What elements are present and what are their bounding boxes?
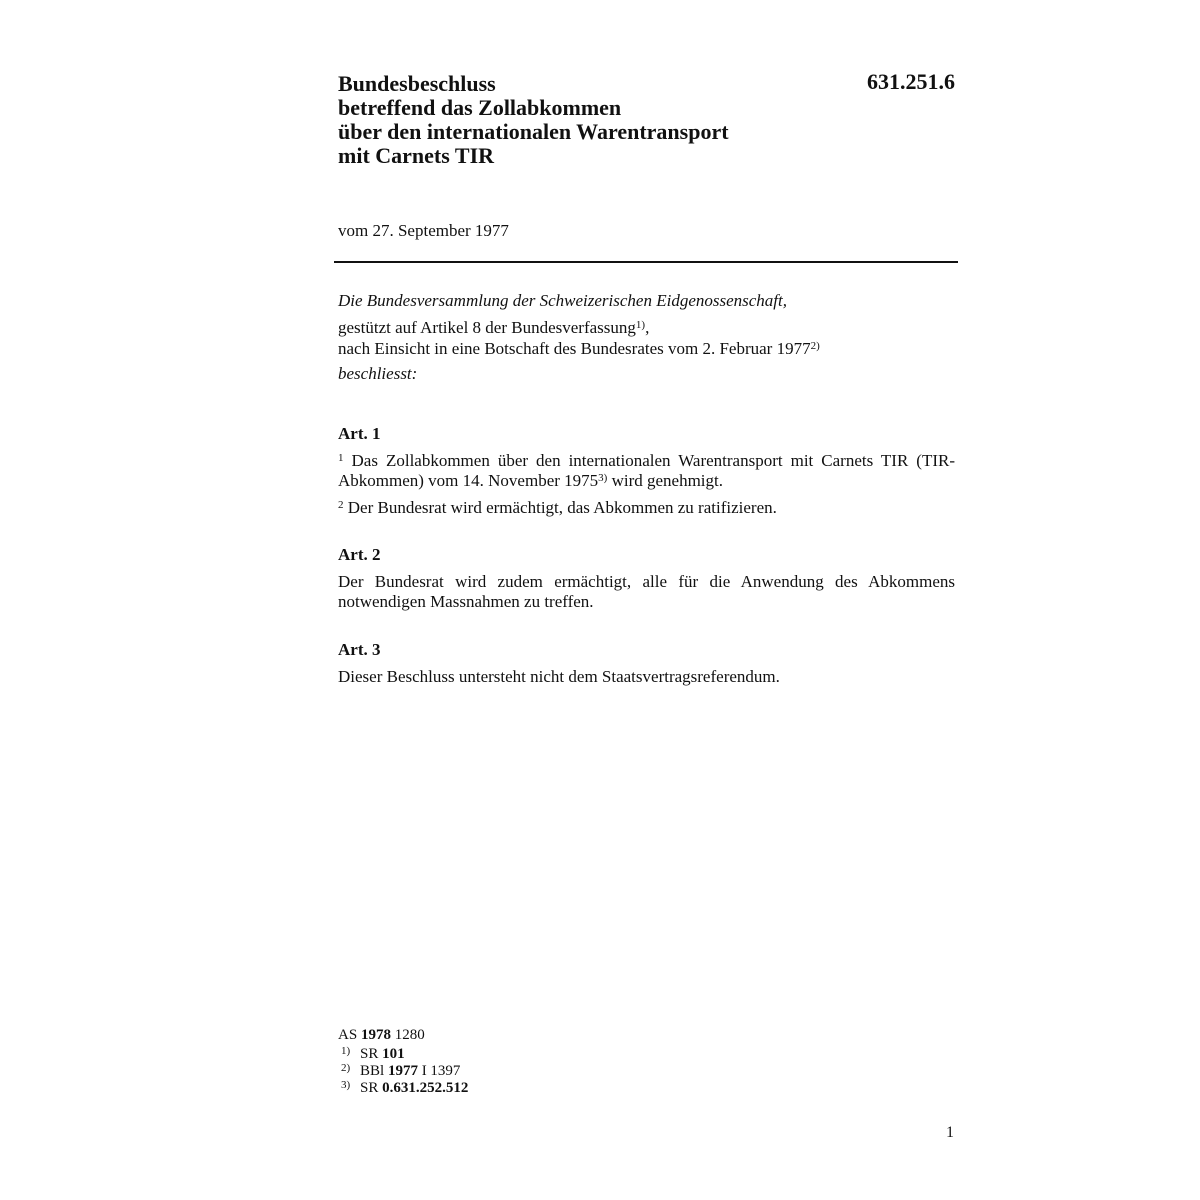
footnote-3-bold: 0.631.252.512	[382, 1080, 469, 1096]
article-1-paragraph-1	[338, 451, 955, 491]
preamble	[338, 290, 958, 384]
preamble-line-2-text: nach Einsicht in eine Botschaft des Bundesrates vom 2. Februar 1977	[338, 339, 811, 358]
as-prefix: AS	[338, 1027, 358, 1043]
footnote-1-bold: 101	[382, 1046, 405, 1062]
article-1-paragraph-1-text: Das Zollabkommen über den internationalen Warentransport mit Carnets TIR (TIR-Abkommen) vom 14. November 1975	[338, 451, 956, 490]
footnote-ref-2: 2)	[810, 340, 820, 352]
title-line-4: mit Carnets TIR	[338, 143, 495, 168]
footnote-ref-3: 3)	[598, 472, 608, 484]
title-line-2: betreffend das Zollabkommen	[338, 95, 622, 120]
article-1-paragraph-1-tail: wird genehmigt.	[607, 471, 723, 490]
article-3-heading: Art. 3	[338, 640, 381, 659]
footnote-3-prefix: SR	[360, 1080, 379, 1096]
preamble-line-1	[338, 317, 958, 338]
article-3-text: Dieser Beschluss untersteht nicht dem Staatsvertragsreferendum.	[338, 667, 780, 686]
article-1	[338, 424, 955, 525]
footnotes	[338, 1027, 468, 1097]
preamble-closing: beschliesst:	[338, 364, 418, 383]
footnote-1: 1) SR 101	[341, 1045, 405, 1062]
article-2-text: Der Bundesrat wird zudem ermächtigt, alle für die Anwendung des Abkommens notwendigen Massnahmen zu treffen.	[338, 572, 955, 611]
footnote-2-prefix: BBl	[360, 1063, 385, 1079]
paragraph-number-2: 2	[338, 499, 344, 511]
article-2-heading: Art. 2	[338, 545, 381, 564]
as-year: 1978	[360, 1027, 391, 1043]
footnote-2-bold: 1977	[387, 1063, 418, 1079]
document-title	[338, 69, 958, 168]
footnote-ref-1: 1)	[635, 319, 646, 331]
article-1-heading: Art. 1	[338, 424, 381, 443]
preamble-line-1-tail: ,	[645, 318, 650, 337]
footnote-2: 2) BBl 1977 I 1397	[341, 1062, 461, 1079]
official-collection-reference	[338, 1027, 468, 1044]
sr-number: 631.251.6	[867, 69, 955, 94]
title-line-1: Bundesbeschluss	[338, 71, 496, 96]
header-divider	[334, 261, 958, 263]
paragraph-number-1: 1	[338, 452, 344, 464]
footnote-2-suffix: I 1397	[421, 1063, 461, 1079]
preamble-line-2	[338, 338, 958, 359]
preamble-line-1-text: gestützt auf Artikel 8 der Bundesverfassung	[338, 318, 636, 337]
article-1-paragraph-2	[338, 498, 955, 518]
article-3	[338, 640, 955, 694]
footnote-3: 3) SR 0.631.252.512	[341, 1079, 469, 1096]
page-number: 1	[946, 1124, 954, 1141]
footnote-1-prefix: SR	[360, 1046, 379, 1062]
as-page: 1280	[394, 1027, 425, 1043]
article-2	[338, 545, 955, 619]
preamble-intro: Die Bundesversammlung der Schweizerischen Eidgenossenschaft,	[338, 291, 787, 310]
decree-date: vom 27. September 1977	[338, 221, 509, 240]
title-line-3: über den internationalen Warentransport	[338, 119, 729, 144]
article-1-paragraph-2-text: Der Bundesrat wird ermächtigt, das Abkommen zu ratifizieren.	[347, 498, 777, 517]
